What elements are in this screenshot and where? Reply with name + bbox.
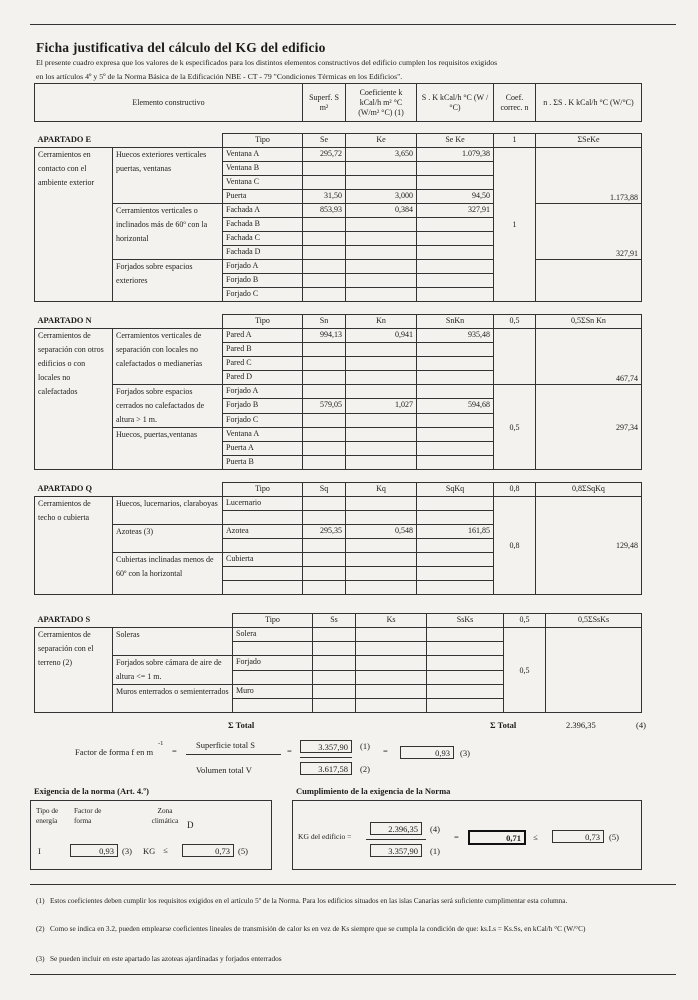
table-cell: 31,50	[303, 190, 346, 204]
table-cell: Ventana C	[223, 176, 303, 190]
table-cell	[303, 385, 346, 399]
table-cell	[346, 371, 417, 385]
table-cell: Fachada B	[223, 218, 303, 232]
apartado-e-col-sk: Se Ke	[417, 134, 494, 148]
table-cell: 295,35	[303, 525, 346, 539]
header-elemento: Elemento constructivo	[35, 84, 303, 122]
table-cell: Forjado C	[223, 288, 303, 302]
table-cell	[346, 218, 417, 232]
apartado-e-n: 1	[494, 148, 536, 302]
footnote-number: (2)	[36, 924, 45, 933]
table-cell	[536, 260, 642, 302]
factor-forma-result-note: (3)	[460, 748, 470, 758]
table-cell	[303, 357, 346, 371]
table-cell	[427, 642, 504, 656]
apartado-s-col-sk: SsKs	[427, 614, 504, 628]
table-cell: 3,650	[346, 148, 417, 162]
table-cell: 1,027	[346, 399, 417, 413]
table-cell	[313, 656, 356, 671]
table-cell: Lucernario	[223, 497, 303, 511]
table-cell	[346, 288, 417, 302]
apartado-s-group: Cerramientos de separación con el terreno (2)	[35, 628, 113, 713]
apartado-q-col-n: 0,8	[494, 483, 536, 497]
table-cell: Ventana B	[223, 162, 303, 176]
table-cell	[303, 581, 346, 595]
table-cell	[494, 329, 536, 385]
table-cell	[417, 385, 494, 399]
table-cell	[346, 442, 417, 456]
table-cell: 994,13	[303, 329, 346, 343]
factor-forma-den-label: Volumen total V	[196, 765, 252, 775]
apartado-n-col-k: Kn	[346, 315, 417, 329]
table-cell	[417, 162, 494, 176]
table-cell: 0,941	[346, 329, 417, 343]
footnote-number: (1)	[36, 896, 45, 905]
apartado-e-sub1: Huecos exteriores verticales puertas, ventanas	[113, 148, 223, 204]
factor-forma-result: 0,93	[400, 746, 454, 759]
table-cell	[303, 343, 346, 357]
apartado-n-col-tipo: Tipo	[223, 315, 303, 329]
header-coef-corr: Coef. correc. n	[494, 84, 536, 122]
footnote-1	[36, 896, 656, 906]
table-cell: 853,93	[303, 204, 346, 218]
table-cell	[303, 553, 346, 567]
table-cell	[303, 274, 346, 288]
cumplimiento-den-note: (1)	[430, 846, 440, 856]
table-cell: 579,05	[303, 399, 346, 413]
factor-forma-exponent: -1	[158, 740, 164, 747]
table-cell	[346, 162, 417, 176]
equals-sign: =	[172, 746, 177, 756]
table-cell	[303, 288, 346, 302]
table-cell: Forjado	[233, 656, 313, 671]
table-cell	[223, 511, 303, 525]
table-cell: 94,50	[417, 190, 494, 204]
exigencia-tipo-energia: I	[38, 846, 41, 856]
table-cell: Puerta	[223, 190, 303, 204]
table-cell	[356, 699, 427, 713]
factor-forma-num-value: 3.357,90	[300, 740, 352, 753]
table-cell	[346, 428, 417, 442]
table-cell	[417, 539, 494, 553]
factor-forma-num-note: (1)	[360, 741, 370, 751]
sigma-total-label: Σ Total	[228, 720, 255, 730]
less-equal-sign: ≤	[163, 845, 168, 855]
table-cell	[303, 413, 346, 427]
footnote-text: Se pueden incluir en este apartado las azoteas ajardinadas y forjados enterrados	[50, 954, 282, 963]
apartado-e-group: Cerramientos en contacto con el ambiente exterior	[35, 148, 113, 302]
apartado-e-sub3: Forjados sobre espacios exteriores	[113, 260, 223, 302]
table-cell	[346, 232, 417, 246]
table-cell	[346, 553, 417, 567]
table-cell	[417, 581, 494, 595]
apartado-q-sum1: 129,48	[536, 497, 642, 595]
apartado-n-sub1: Cerramientos verticales de separación con locales no calefactados o medianerías	[113, 329, 223, 385]
table-cell	[223, 567, 303, 581]
apartado-q-n: 0,8	[494, 497, 536, 595]
cumplimiento-result: 0,71	[468, 830, 526, 845]
top-rule	[30, 24, 676, 25]
exigencia-kg-limit: 0,73	[182, 844, 234, 857]
table-cell	[303, 539, 346, 553]
apartado-n-sub2: Forjados sobre espacios cerrados no calefactados de altura > 1 m.	[113, 385, 223, 428]
fraction-bar	[366, 839, 426, 840]
table-cell	[417, 232, 494, 246]
table-cell: Pared A	[223, 329, 303, 343]
apartado-e-sum2: 327,91	[536, 204, 642, 260]
table-cell	[303, 428, 346, 442]
apartado-n-col-n: 0,5	[494, 315, 536, 329]
table-cell	[427, 656, 504, 671]
table-cell: 161,85	[417, 525, 494, 539]
table-cell	[356, 656, 427, 671]
table-cell: Ventana A	[223, 428, 303, 442]
apartado-s-col-n: 0,5	[504, 614, 546, 628]
table-cell	[313, 642, 356, 656]
table-cell: Fachada D	[223, 246, 303, 260]
header-nsk: n . ΣS . K kCal/h °C (W/°C)	[536, 84, 642, 122]
table-cell: Puerta B	[223, 456, 303, 470]
apartado-e-col-s: Se	[303, 134, 346, 148]
apartado-s-col-sum: 0,5ΣSsKs	[546, 614, 642, 628]
footnote-2	[36, 924, 656, 934]
table-cell	[346, 343, 417, 357]
table-cell	[346, 539, 417, 553]
table-cell: Forjado A	[223, 260, 303, 274]
cumplimiento-num: 2.396,35	[370, 822, 422, 835]
apartado-e-title: APARTADO E	[37, 134, 92, 144]
table-cell	[427, 628, 504, 642]
factor-forma-den-value: 3.617,58	[300, 762, 352, 775]
table-cell	[417, 343, 494, 357]
cumplimiento-title: Cumplimiento de la exigencia de la Norma	[296, 786, 451, 796]
header-sk: S . K kCal/h °C (W /°C)	[417, 84, 494, 122]
exigencia-kg-note: (5)	[238, 846, 248, 856]
table-cell	[346, 260, 417, 274]
cumplimiento-num-note: (4)	[430, 824, 440, 834]
apartado-e-col-sum: ΣSeKe	[536, 134, 642, 148]
apartado-q-col-k: Kq	[346, 483, 417, 497]
table-cell: Ventana A	[223, 148, 303, 162]
table-cell	[303, 567, 346, 581]
table-cell	[346, 176, 417, 190]
bottom-rule	[30, 974, 676, 975]
table-cell: 0,548	[346, 525, 417, 539]
footnote-number: (3)	[36, 954, 45, 963]
table-cell	[303, 511, 346, 525]
apartado-n-sum1: 467,74	[536, 329, 642, 385]
apartado-q-col-sk: SqKq	[417, 483, 494, 497]
apartado-n-sub3: Huecos, puertas,ventanas	[113, 428, 223, 470]
sigma-total-right-label: Σ Total	[490, 720, 517, 730]
fraction-bar	[186, 754, 281, 755]
sigma-total-value: 2.396,35	[566, 720, 596, 730]
apartado-n-table	[34, 314, 642, 470]
table-cell: Pared B	[223, 343, 303, 357]
apartado-e-col-tipo: Tipo	[223, 134, 303, 148]
exigencia-zona: D	[187, 820, 194, 830]
table-cell	[313, 628, 356, 642]
table-cell	[417, 274, 494, 288]
table-cell	[417, 176, 494, 190]
table-cell	[223, 581, 303, 595]
apartado-s-title: APARTADO S	[37, 614, 91, 624]
table-cell	[417, 497, 494, 511]
table-cell	[417, 246, 494, 260]
table-cell: 594,68	[417, 399, 494, 413]
table-cell	[356, 670, 427, 685]
apartado-q-sub2: Azoteas (3)	[113, 525, 223, 553]
table-cell: Forjado B	[223, 399, 303, 413]
cumplimiento-den: 3.357,90	[370, 844, 422, 857]
table-cell	[427, 685, 504, 699]
apartado-q-group: Cerramientos de techo o cubierta	[35, 497, 113, 595]
table-cell	[303, 232, 346, 246]
table-cell	[303, 456, 346, 470]
apartado-n-sum2: 297,34	[536, 385, 642, 470]
table-cell	[417, 288, 494, 302]
intro-line-2: en los artículos 4º y 5º de la Norma Básica de la Edificación NBE - CT - 79 "Condiciones Térmicas en los Edificios".	[36, 72, 403, 81]
table-cell	[417, 357, 494, 371]
footnote-rule	[30, 884, 676, 885]
table-cell: 1.079,38	[417, 148, 494, 162]
footnote-text: Estos coeficientes deben cumplir los requisitos exigidos en el artículo 5º de la Norma. Para los edificios situados en las islas Canarias será suficiente cumplimentar esta columna.	[50, 896, 568, 905]
table-cell	[427, 670, 504, 685]
exigencia-factor-note: (3)	[122, 846, 132, 856]
table-cell	[356, 685, 427, 699]
table-cell	[417, 553, 494, 567]
apartado-q-col-tipo: Tipo	[223, 483, 303, 497]
table-cell	[233, 699, 313, 713]
header-coef-k: Coeficiente k kCal/h m² °C (W/m² °C) (1)	[346, 84, 417, 122]
table-cell	[303, 162, 346, 176]
table-cell	[417, 442, 494, 456]
apartado-s-n: 0,5	[504, 628, 546, 713]
exigencia-col-zona: Zona climática	[151, 806, 179, 825]
apartado-s-col-tipo: Tipo	[233, 614, 313, 628]
table-cell	[356, 642, 427, 656]
sigma-total-note: (4)	[636, 720, 646, 730]
table-cell	[346, 274, 417, 288]
table-cell	[303, 218, 346, 232]
table-cell: Forjado C	[223, 413, 303, 427]
exigencia-col-factor: Factor de forma	[74, 806, 102, 825]
table-cell	[417, 371, 494, 385]
apartado-n-n: 0,5	[494, 385, 536, 470]
apartado-q-title: APARTADO Q	[37, 483, 93, 493]
cumplimiento-kg-label: KG del edificio =	[298, 832, 352, 841]
table-cell	[356, 628, 427, 642]
table-cell: Muro	[233, 685, 313, 699]
table-cell: Fachada A	[223, 204, 303, 218]
table-cell	[303, 371, 346, 385]
apartado-n-col-s: Sn	[303, 315, 346, 329]
table-cell: Pared C	[223, 357, 303, 371]
table-cell	[346, 456, 417, 470]
apartado-n-title: APARTADO N	[37, 315, 92, 325]
apartado-s-col-s: Ss	[313, 614, 356, 628]
table-cell: Puerta A	[223, 442, 303, 456]
table-cell	[417, 567, 494, 581]
cumplimiento-limit: 0,73	[552, 830, 604, 843]
table-cell	[313, 670, 356, 685]
table-cell	[417, 428, 494, 442]
apartado-s-sub1: Soleras	[113, 628, 233, 656]
table-cell	[417, 511, 494, 525]
table-cell	[233, 642, 313, 656]
table-cell	[303, 497, 346, 511]
apartado-q-sub3: Cubiertas inclinadas menos de 60º con la horizontal	[113, 553, 223, 595]
footnote-3	[36, 954, 656, 964]
apartado-e-sum1: 1.173,88	[536, 148, 642, 204]
apartado-q-col-s: Sq	[303, 483, 346, 497]
table-cell	[417, 218, 494, 232]
table-cell	[346, 413, 417, 427]
table-cell: Forjado B	[223, 274, 303, 288]
table-cell: 327,91	[417, 204, 494, 218]
cumplimiento-limit-note: (5)	[609, 832, 619, 842]
table-cell: Fachada C	[223, 232, 303, 246]
table-cell	[303, 176, 346, 190]
header-superf: Superf. S m²	[303, 84, 346, 122]
apartado-s-table	[34, 613, 642, 713]
exigencia-kg-label: KG	[143, 846, 156, 856]
apartado-s-col-k: Ks	[356, 614, 427, 628]
apartado-e-table	[34, 133, 642, 302]
table-cell	[346, 385, 417, 399]
exigencia-title: Exigencia de la norma (Art. 4.º)	[34, 786, 149, 796]
table-cell: Cubierta	[223, 553, 303, 567]
factor-forma-den-note: (2)	[360, 764, 370, 774]
table-cell	[303, 246, 346, 260]
table-cell	[417, 260, 494, 274]
intro-line-1: El presente cuadro expresa que los valores de k especificados para los distintos elementos constructivos del edificio cumplen los requisitos exigidos	[36, 58, 498, 67]
table-cell	[233, 670, 313, 685]
equals-sign: =	[454, 832, 459, 842]
table-cell: Pared D	[223, 371, 303, 385]
page-title: Ficha justificativa del cálculo del KG del edificio	[36, 40, 326, 55]
apartado-n-col-sum: 0,5ΣSn Kn	[536, 315, 642, 329]
table-cell	[346, 511, 417, 525]
table-cell	[427, 699, 504, 713]
table-cell: 3,000	[346, 190, 417, 204]
table-cell	[346, 581, 417, 595]
table-cell: 935,48	[417, 329, 494, 343]
factor-forma-num-label: Superficie total S	[196, 740, 256, 750]
table-cell	[313, 685, 356, 699]
table-cell	[223, 539, 303, 553]
table-cell	[303, 260, 346, 274]
equals-sign: =	[383, 746, 388, 756]
table-cell	[346, 567, 417, 581]
apartado-e-sub2: Cerramientos verticales o inclinados más de 60º con la horizontal	[113, 204, 223, 260]
table-cell: 295,72	[303, 148, 346, 162]
apartado-n-col-sk: SnKn	[417, 315, 494, 329]
table-cell	[346, 497, 417, 511]
table-cell: Solera	[233, 628, 313, 642]
table-cell: 0,384	[346, 204, 417, 218]
table-cell	[313, 699, 356, 713]
footnote-text: Como se indica en 3.2, pueden emplearse coeficientes lineales de transmisión de calor ks en vez de Ks siempre que se cumpla la condición de que: ks.Ls = Ks.Ss, en kCal/h °C (W/°C)	[50, 924, 586, 933]
apartado-q-table	[34, 482, 642, 595]
less-equal-sign: ≤	[533, 832, 538, 842]
apartado-e-col-n: 1	[494, 134, 536, 148]
table-cell	[546, 628, 642, 713]
factor-forma-label: Factor de forma f en m	[75, 747, 154, 757]
table-cell: Forjado A	[223, 385, 303, 399]
apartado-s-sub3: Muros enterrados o semienterrados	[113, 685, 233, 713]
header-table	[34, 83, 642, 122]
equals-sign: =	[287, 746, 292, 756]
fraction-bar	[300, 757, 352, 758]
apartado-q-col-sum: 0,8ΣSqKq	[536, 483, 642, 497]
table-cell: Azotea	[223, 525, 303, 539]
exigencia-factor: 0,93	[70, 844, 118, 857]
exigencia-col-tipo: Tipo de energía	[36, 806, 59, 825]
apartado-s-sub2: Forjados sobre cámara de aire de altura <= 1 m.	[113, 656, 233, 685]
apartado-n-group: Cerramientos de separación con otros edificios o con locales no calefactados	[35, 329, 113, 470]
table-cell	[417, 456, 494, 470]
table-cell	[417, 413, 494, 427]
table-cell	[303, 442, 346, 456]
apartado-e-col-k: Ke	[346, 134, 417, 148]
table-cell	[346, 357, 417, 371]
table-cell	[346, 246, 417, 260]
apartado-q-sub1: Huecos, lucernarios, claraboyas	[113, 497, 223, 525]
